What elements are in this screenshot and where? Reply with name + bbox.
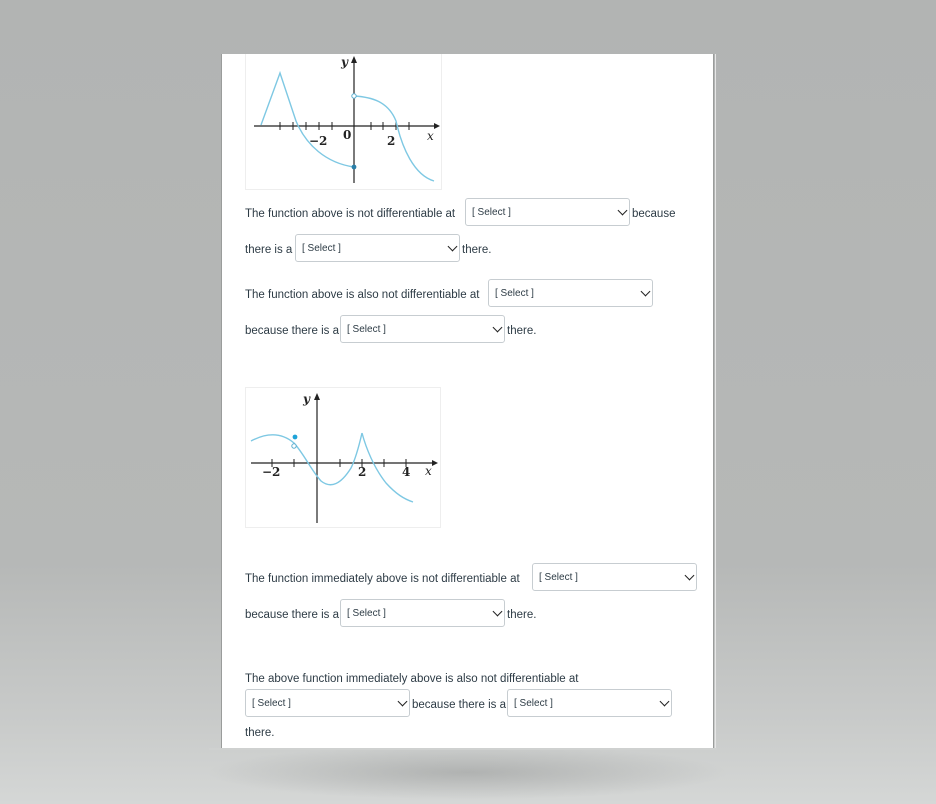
graph-1-y-label: y (341, 55, 348, 69)
q3-point-select[interactable] (532, 563, 697, 591)
graph-2 (245, 387, 441, 528)
q4-reason-select[interactable] (507, 689, 672, 717)
q3-text-b: because there is a (245, 609, 339, 621)
q1-text-a: The function above is not differentiable at (245, 208, 456, 220)
q1-reason-select[interactable] (295, 234, 460, 262)
graph-1-tick-label: −2 (309, 134, 328, 148)
quiz-page (221, 54, 714, 750)
graph-1-tick-label: 2 (387, 134, 396, 148)
graph-2-y-label: y (303, 392, 310, 406)
q4-point-select[interactable] (245, 689, 410, 717)
graph-2-tick-label: −2 (262, 465, 281, 479)
page-edge (715, 54, 716, 750)
q3-reason-select[interactable] (340, 599, 505, 627)
graph-1-x-label: x (427, 129, 434, 143)
q1-text-d: there. (462, 244, 492, 256)
page-bottom-edge (209, 748, 717, 750)
q2-text-a: The function above is also not differentiable at (245, 289, 480, 301)
graph-2-tick-label: 2 (358, 465, 367, 479)
q2-text-b: because there is a (245, 325, 339, 337)
graph-1-svg (246, 54, 441, 189)
graph-2-svg (246, 388, 440, 527)
graph-1-tick-label: 0 (343, 128, 352, 142)
q4-text-c: there. (245, 727, 275, 739)
q2-text-c: there. (507, 325, 537, 337)
q3-text-c: there. (507, 609, 537, 621)
q1-text-c: there is a (245, 244, 293, 256)
q2-reason-select[interactable] (340, 315, 505, 343)
graph-2-tick-label: 4 (402, 465, 411, 479)
q1-text-b: because (632, 208, 676, 220)
q1-point-select[interactable] (465, 198, 630, 226)
q3-text-a: The function immediately above is not differentiable at (245, 573, 520, 585)
q4-text-a: The above function immediately above is also not differentiable at (245, 673, 579, 685)
page-shadow (205, 745, 730, 800)
graph-1 (245, 54, 442, 190)
graph-2-x-label: x (425, 464, 432, 478)
q4-text-b: because there is a (412, 699, 506, 711)
q2-point-select[interactable] (488, 279, 653, 307)
